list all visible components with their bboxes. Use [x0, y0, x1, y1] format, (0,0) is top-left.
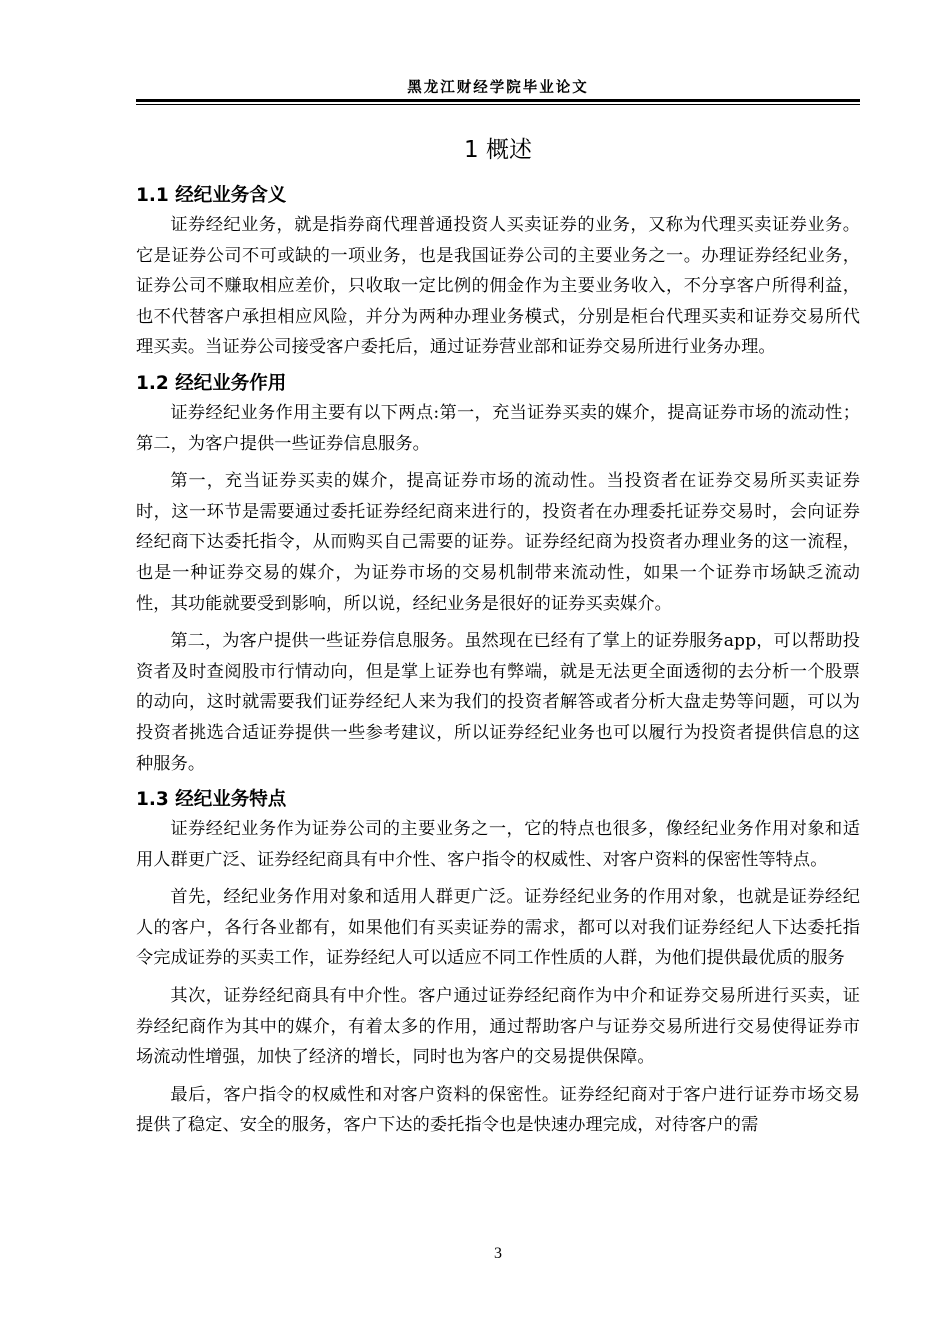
body-paragraph: 其次，证券经纪商具有中介性。客户通过证券经纪商作为中介和证券交易所进行买卖，证券经纪商作为其中的媒介，有着太多的作用，通过帮助客户与证券交易所进行交易使得证券市场流动性增强，加快了经济的增长，同时也为客户的交易提供保障。 [136, 986, 860, 1068]
body-paragraph: 最后，客户指令的权威性和对客户资料的保密性。证券经纪商对于客户进行证券市场交易提供了稳定、安全的服务，客户下达的委托指令也是快速办理完成，对待客户的需 [136, 1084, 860, 1136]
chapter-title: 1 概述 [464, 137, 532, 163]
body-paragraph: 证券经纪业务作用主要有以下两点:第一，充当证券买卖的媒介，提高证券市场的流动性；第二，为客户提供一些证券信息服务。 [136, 402, 860, 454]
section-heading: 1.2 经纪业务作用 [136, 372, 287, 394]
body-paragraph: 证券经纪业务，就是指券商代理普通投资人买卖证券的业务，又称为代理买卖证券业务。它是证券公司不可或缺的一项业务，也是我国证券公司的主要业务之一。办理证券经纪业务，证券公司不赚取相应差价，只收取一定比例的佣金作为主要业务收入，不分享客户所得利益，也不代替客户承担相应风险，并分为两种办理业务模式，分别是柜台代理买卖和证券交易所代理买卖。当证券公司接受客户委托后，通过证券营业部和证券交易所进行业务办理。 [136, 215, 860, 358]
body-paragraph: 证券经纪业务作为证券公司的主要业务之一，它的特点也很多，像经纪业务作用对象和适用人群更广泛、证券经纪商具有中介性、客户指令的权威性、对客户资料的保密性等特点。 [136, 819, 860, 870]
page-number: 3 [494, 1245, 502, 1262]
body-paragraph: 第一，充当证券买卖的媒介，提高证券市场的流动性。当投资者在证券交易所买卖证券时，这一环节是需要通过委托证券经纪商来进行的，投资者在办理委托证券交易时，会向证券经纪商下达委托指令，从而购买自己需要的证券。证券经纪商为投资者办理业务的这一流程，也是一种证券交易的媒介，为证券市场的交易机制带来流动性，如果一个证券市场缺乏流动性，其功能就要受到影响，所以说，经纪业务是很好的证券买卖媒介。 [136, 471, 860, 614]
section-1-3 [136, 786, 860, 1141]
body-paragraph: 首先，经纪业务作用对象和适用人群更广泛。证券经纪业务的作用对象，也就是证券经纪人的客户，各行各业都有，如果他们有买卖证券的需求，都可以对我们证券经纪人下达委托指令完成证券的买卖工作，证券经纪人可以适应不同工作性质的人群，为他们提供最优质的服务 [136, 887, 860, 969]
section-heading: 1.3 经纪业务特点 [136, 789, 287, 811]
body-paragraph: 第二，为客户提供一些证券信息服务。虽然现在已经有了掌上的证券服务app，可以帮助投资者及时查阅股市行情动向，但是掌上证券也有弊端，就是无法更全面透彻的去分析一个股票的动向，这时就需要我们证券经纪人来为我们的投资者解答或者分析大盘走势等问题，可以为投资者挑选合适证券提供一些参考建议，所以证券经纪业务也可以履行为投资者提供信息的这种服务。 [136, 631, 860, 774]
section-1-2 [136, 370, 860, 779]
running-header-title: 黑龙江财经学院毕业论文 [407, 79, 589, 96]
header-rule-thin [136, 104, 860, 105]
header-rule-thick [136, 99, 860, 102]
body-content [136, 182, 860, 1148]
section-1-1 [136, 182, 860, 363]
section-heading: 1.1 经纪业务含义 [136, 185, 287, 206]
